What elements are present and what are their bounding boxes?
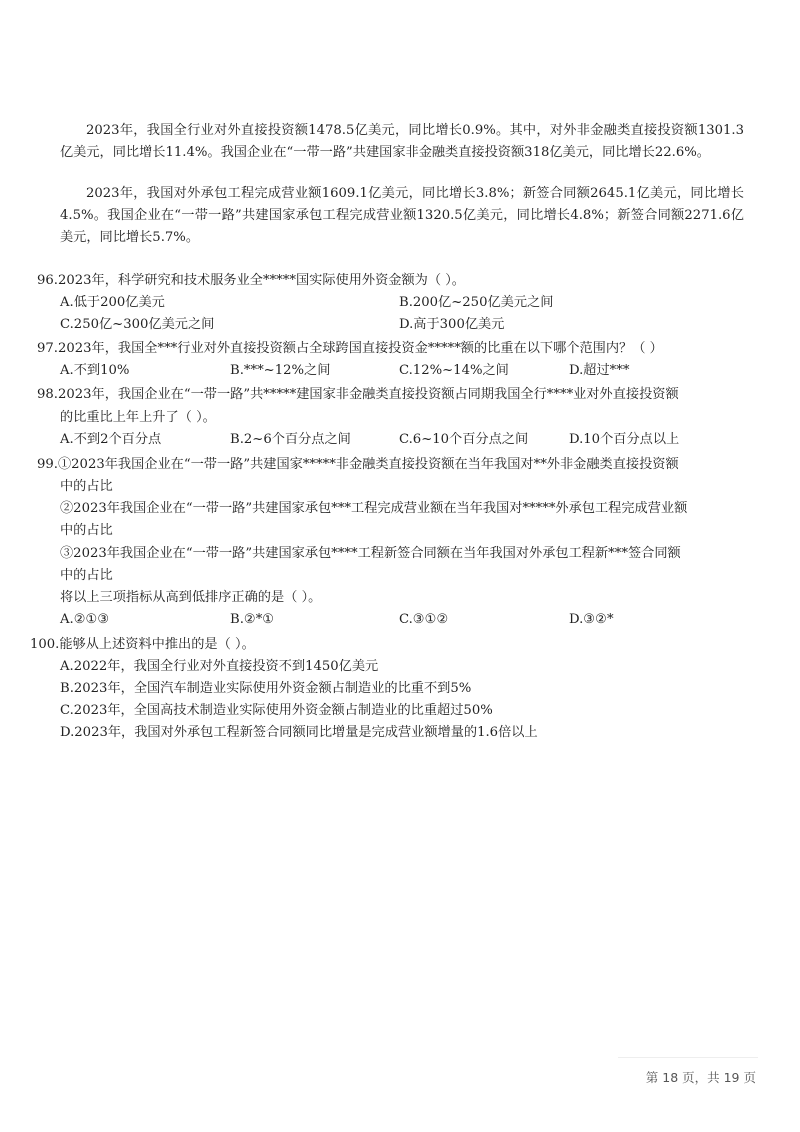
- question-99-item-2-line-1: ②2023年我国企业在“一带一路”共建国家承包***工程完成营业额在当年我国对*****外承包工程完成营业额: [60, 501, 688, 516]
- question-99-option-c: C.③①②: [399, 612, 449, 627]
- question-99-item-3-line-2: 中的占比: [60, 568, 113, 583]
- question-100-option-b: B.2023年，全国汽车制造业实际使用外资金额占制造业的比重不到5%: [60, 681, 472, 696]
- question-100-option-a: A.2022年，我国全行业对外直接投资不到1450亿美元: [60, 659, 379, 674]
- question-97-option-c: C.12%~14%之间: [399, 363, 509, 378]
- question-100-option-d: D.2023年，我国对外承包工程新签合同额同比增量是完成营业额增量的1.6倍以上: [60, 725, 538, 740]
- question-96-option-c: C.250亿~300亿美元之间: [60, 317, 215, 332]
- question-99-option-b: B.②*①: [230, 612, 275, 627]
- question-96-stem: 96.2023年，科学研究和技术服务业全*****国实际使用外资金额为（ ）。: [37, 273, 465, 288]
- question-98-stem-line-1: 98.2023年，我国企业在“一带一路”共*****建国家非金融类直接投资额占同期我国全行****业对外直接投资额: [37, 387, 679, 402]
- question-98-option-d: D.10个百分点以上: [569, 432, 680, 447]
- footer-divider: [618, 1057, 758, 1058]
- question-97-option-b: B.***~12%之间: [230, 363, 331, 378]
- question-99-option-d: D.③②*: [569, 612, 614, 627]
- question-99-item-2-line-2: 中的占比: [60, 523, 113, 538]
- question-96-option-a: A.低于200亿美元: [60, 295, 165, 310]
- material-paragraph-1: 2023年，我国全行业对外直接投资额1478.5亿美元，同比增长0.9%。其中，对外非金融类直接投资额1301.3亿美元，同比增长11.4%。我国企业在“一带一路”共建国家非金融类直接投资额318亿美元，同比增长22.6%。: [60, 123, 744, 160]
- material-paragraph-2: 2023年，我国对外承包工程完成营业额1609.1亿美元，同比增长3.8%；新签合同额2645.1亿美元，同比增长4.5%。我国企业在“一带一路”共建国家承包工程完成营业额1320.5亿美元，同比增长4.8%；新签合同额2271.6亿美元，同比增长5.7%。: [60, 186, 744, 245]
- question-100-stem: 100.能够从上述资料中推出的是（ ）。: [30, 637, 255, 652]
- question-98-option-c: C.6~10个百分点之间: [399, 432, 529, 447]
- question-99-item-3-line-1: ③2023年我国企业在“一带一路”共建国家承包****工程新签合同额在当年我国对外承包工程新***签合同额: [60, 546, 681, 561]
- question-99-prompt: 将以上三项指标从高到低排序正确的是（ ）。: [60, 590, 322, 605]
- question-97-option-d: D.超过***: [569, 363, 630, 378]
- question-99-item-1-line-2: 中的占比: [60, 479, 113, 494]
- question-97-option-a: A.不到10%: [60, 363, 130, 378]
- question-96-option-d: D.高于300亿美元: [399, 317, 505, 332]
- question-100-option-c: C.2023年，全国高技术制造业实际使用外资金额占制造业的比重超过50%: [60, 703, 493, 718]
- question-96-option-b: B.200亿~250亿美元之间: [399, 295, 554, 310]
- question-99-option-a: A.②①③: [60, 612, 110, 627]
- page-number: 第 18 页，共 19 页: [645, 1070, 756, 1085]
- question-98-option-b: B.2~6个百分点之间: [230, 432, 351, 447]
- question-98-option-a: A.不到2个百分点: [60, 432, 162, 447]
- question-99-item-1-line-1: 99.①2023年我国企业在“一带一路”共建国家*****非金融类直接投资额在当年我国对**外非金融类直接投资额: [37, 457, 679, 472]
- question-98-stem-line-2: 的比重比上年上升了（ ）。: [60, 410, 216, 425]
- question-97-stem: 97.2023年，我国全***行业对外直接投资额占全球跨国直接投资金*****额的比重在以下哪个范围内？（ ）: [37, 341, 663, 356]
